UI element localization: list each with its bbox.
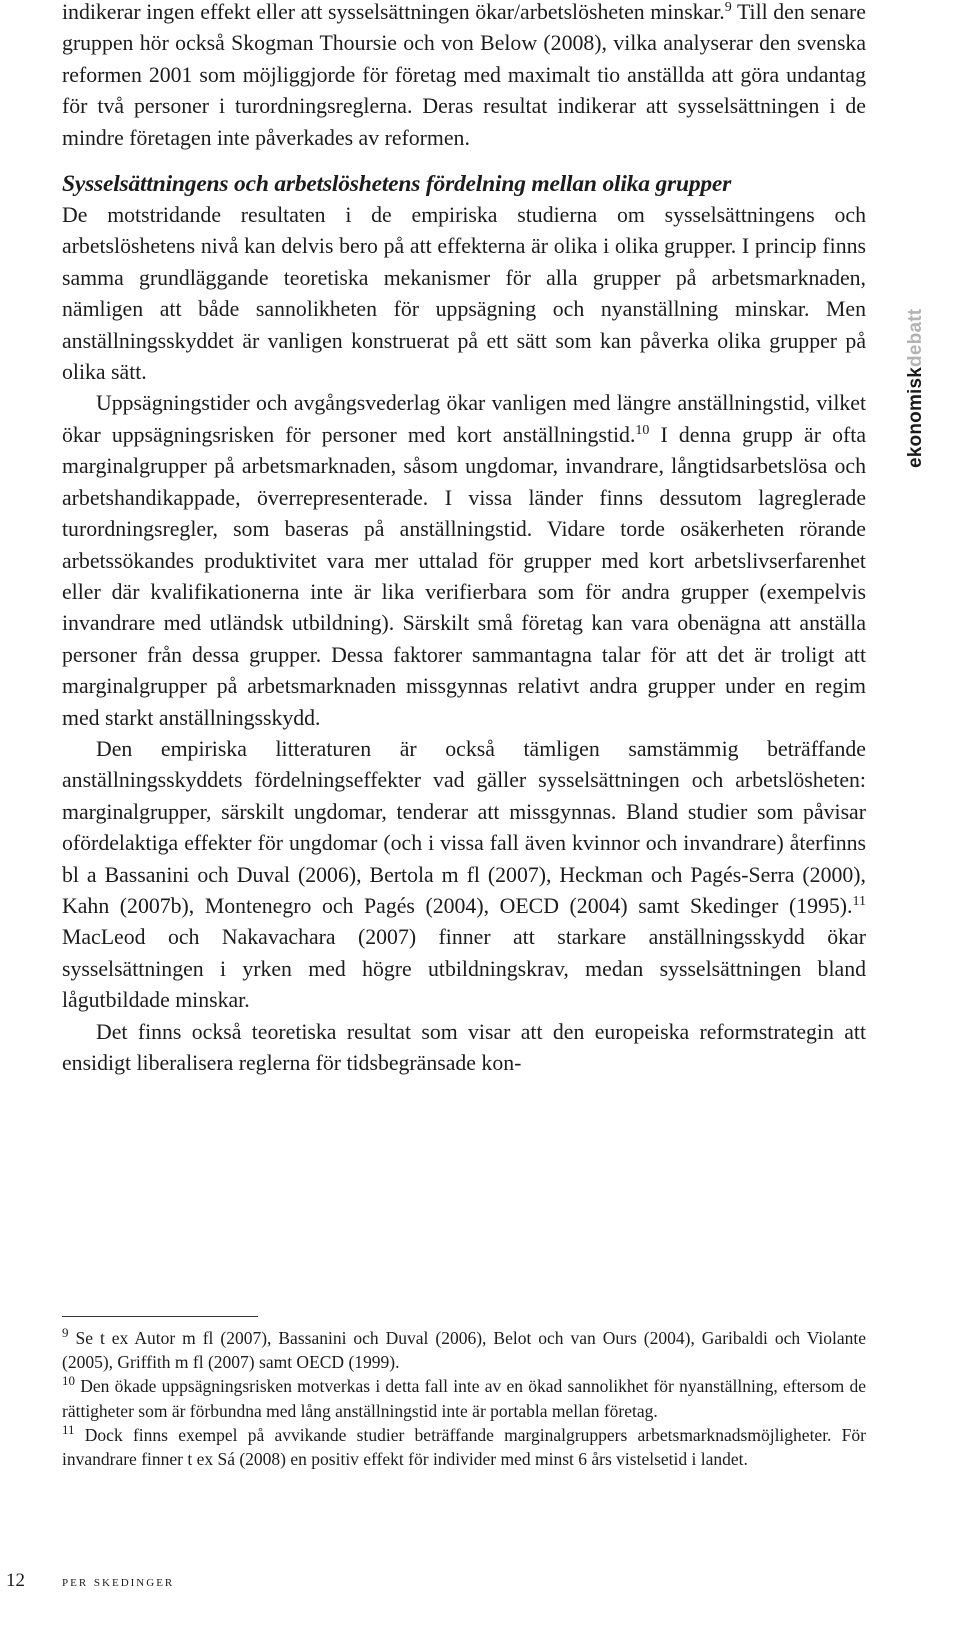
footnotes bbox=[62, 1326, 866, 1471]
body-paragraph: De motstridande resultaten i de empiriska studierna om sysselsättningens och arbetslöshetens nivå kan delvis bero på att effekterna är olika i olika grupper. I princip finns samma grundläggande teoretiska mekanismer för alla grupper på arbetsmarknaden, nämligen att både sannolikheten för uppsägning och nyanställning minskar. Men anställningsskyddet är vanligen konstruerat på ett sätt som kan påverka olika grupper på olika sätt. bbox=[62, 203, 866, 385]
paragraph-text: Till den senare gruppen hör också Skogman Thoursie och von Below (2008), vilka analyserar den svenska reformen 2001 som möjliggjorde för företag med maximalt tio anställda att göra undantag för två personer i turordningsreglerna. Deras resultat indikerar att sysselsättningen i de mindre företagen inte påverkades av reformen. bbox=[62, 0, 866, 150]
body-paragraph bbox=[62, 734, 866, 1017]
page-number: 12 bbox=[6, 1570, 25, 1591]
body-paragraph bbox=[62, 388, 866, 733]
footnote-ref-11[interactable]: 11 bbox=[852, 893, 866, 909]
author-name: per skedinger bbox=[62, 1574, 175, 1590]
footnote-number: 10 bbox=[62, 1373, 75, 1389]
running-head bbox=[62, 1571, 174, 1593]
journal-logo bbox=[904, 309, 928, 468]
body-paragraph: Det finns också teoretiska resultat som visar att den europeiska reformstrategin att ensidigt liberalisera reglerna för tidsbegränsade kon- bbox=[62, 1019, 866, 1075]
footnote-ref-9[interactable]: 9 bbox=[724, 0, 732, 15]
logo-part-light: debatt bbox=[905, 308, 926, 367]
paragraph-text: MacLeod och Nakavachara (2007) finner att starkare anställningsskydd ökar sysselsättningen i yrken med högre utbildningskrav, medan sysselsättningen bland lågutbildade minskar. bbox=[62, 925, 866, 1013]
logo-part-dark: ekonomisk bbox=[905, 366, 926, 468]
paragraph-text: indikerar ingen effekt eller att sysselsättningen ökar/arbetslösheten minskar. bbox=[62, 0, 725, 24]
footnote-number: 11 bbox=[62, 1421, 75, 1437]
footnote-text: Se t ex Autor m fl (2007), Bassanini och Duval (2006), Belot och van Ours (2004), Garibaldi och Violante (2005), Griffith m fl (2007) samt OECD (1999). bbox=[62, 1328, 866, 1373]
section-heading: Sysselsättningens och arbetslöshetens fördelning mellan olika grupper bbox=[62, 171, 732, 198]
body-paragraph bbox=[62, 0, 866, 154]
journal-side-tab bbox=[903, 270, 929, 470]
footnote-10 bbox=[62, 1374, 866, 1422]
footnote-divider bbox=[62, 1316, 258, 1317]
paragraph-text: Den empiriska litteraturen är också tämligen samstämmig beträffande anställningsskyddets fördelningseffekter vad gäller sysselsättningen och arbetslösheten: marginalgrupper, särskilt ungdomar, tenderar att missgynnas. Bland studier som påvisar ofördelaktiga effekter för ungdomar (och i vissa fall även kvinnor och invandrare) återfinns bl a Bassanini och Duval (2006), Bertola m fl (2007), Heckman och Pagés-Serra (2000), Kahn (2007b), Montenegro och Pagés (2004), OECD (2004) samt Skedinger (1995). bbox=[62, 736, 866, 918]
footnote-text: Den ökade uppsägningsrisken motverkas i detta fall inte av en ökad sannolikhet för nyanställning, eftersom de rättigheter som är förbundna med lång anställningstid inte är portabla mellan företag. bbox=[62, 1376, 866, 1421]
footnote-11 bbox=[62, 1423, 866, 1471]
footnote-text: Dock finns exempel på avvikande studier beträffande marginalgruppers arbetsmarknadsmöjligheter. För invandrare finner t ex Sá (2008) en positiv effekt för individer med minst 6 års vistelsetid i landet. bbox=[62, 1424, 866, 1470]
article-body bbox=[62, 0, 866, 1079]
footnote-9 bbox=[62, 1326, 866, 1374]
footnote-ref-10[interactable]: 10 bbox=[635, 422, 650, 438]
paragraph-text: I denna grupp är ofta marginalgrupper på arbetsmarknaden, såsom ungdomar, invandrare, långtidsarbetslösa och arbetshandikappade, överrepresenterade. I vissa länder finns dessutom lagreglerade turordningsregler, som baseras på anställningstid. Vidare torde osäkerheten rörande arbetssökandes produktivitet vara mer uttalad för grupper med kort arbetslivserfarenhet eller där kvalifikationerna inte är lika verifierbara som för andra grupper (exempelvis invandrare med utländsk utbildning). Särskilt små företag kan vara obenägna att anställa personer från dessa grupper. Dessa faktorer sammantagna talar för att det är troligt att marginalgrupper på arbetsmarknaden missgynnas relativt andra grupper under en regim med starkt anställningsskydd. bbox=[62, 422, 866, 730]
footnote-number: 9 bbox=[62, 1325, 69, 1340]
paragraph-text: Uppsägningstider och avgångsvederlag ökar vanligen med längre anställningstid, vilket ökar uppsägningsrisken för personer med kort anställningstid. bbox=[62, 391, 866, 447]
